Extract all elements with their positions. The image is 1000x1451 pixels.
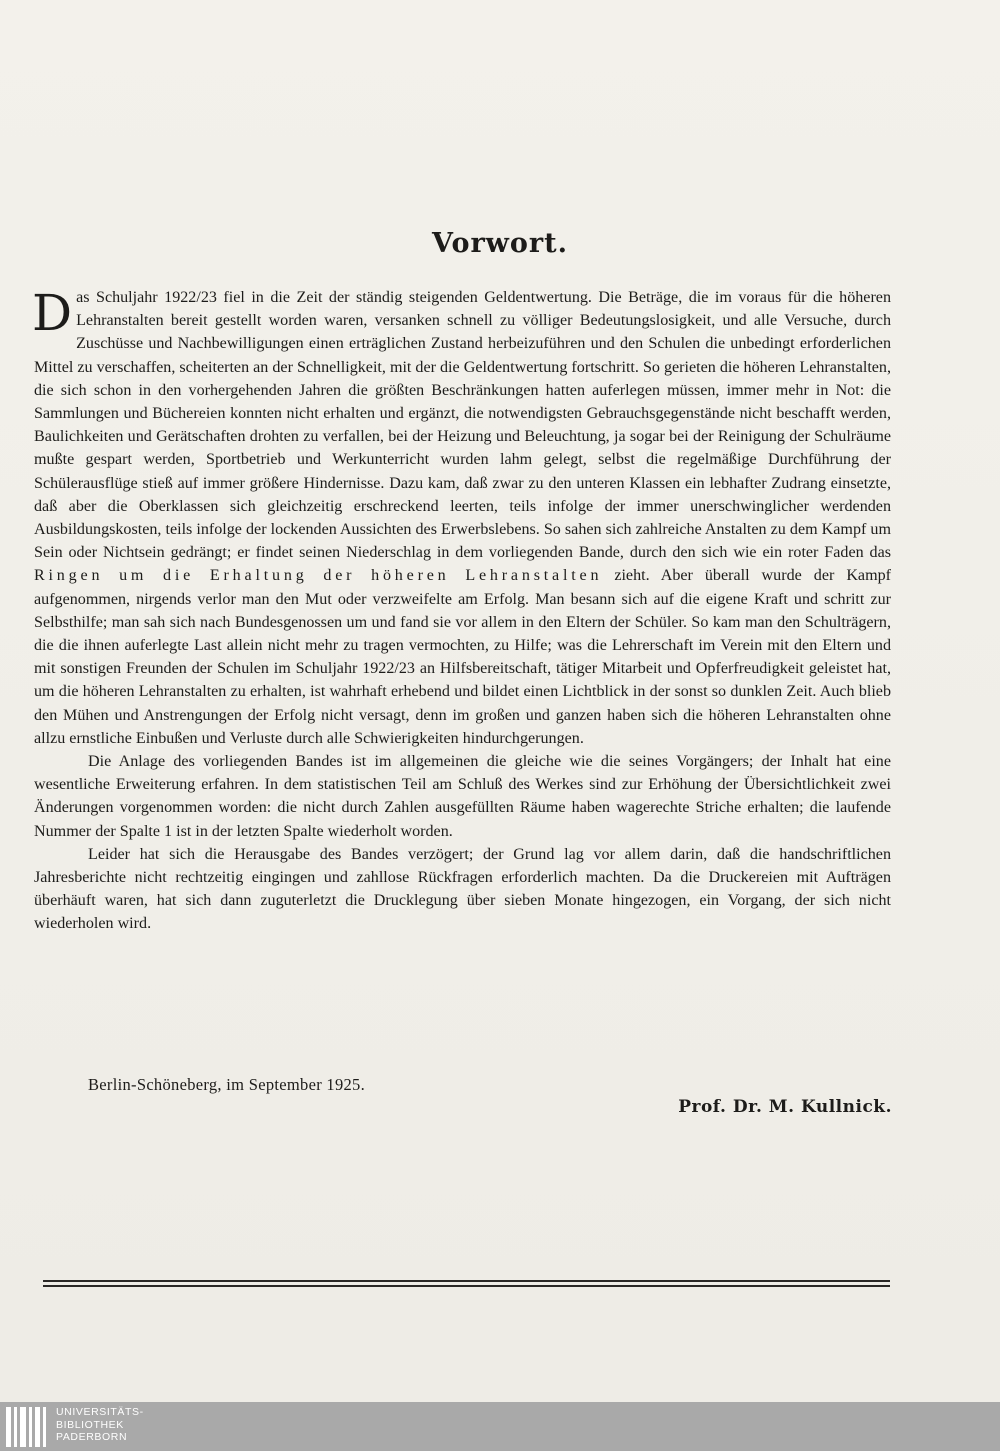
page-title: Vorwort. [431, 228, 569, 259]
paragraph-1-continuation: zieht. Aber überall wurde der Kampf aufgenommen, nirgends verlor man den Mut oder verzweifelte am Erfolg. Man besann sich auf die eigene Kraft und schritt zur Selbsthilfe; man sah sich nach Bundesgenossen um und fand sie vor allem in den Eltern der Schüler. So kam man den Schulträgern, die die ihnen auferlegte Last allein nicht mehr zu tragen vermochten, zu Hilfe; was die Lehrerschaft im Verein mit den Eltern und mit sonstigen Freunden der Schulen im Schuljahr 1922/23 an Hilfsbereitschaft, tätiger Mitarbeit und Opferfreudigkeit geleistet hat, um die höheren Lehranstalten zu erhalten, ist wahrhaft erhebend und bildet einen Lichtblick in der sonst so dunklen Zeit. Auch blieb den Mühen und Anstrengungen der Erfolg nicht versagt, denn im großen und ganzen haben sich die höheren Lehranstalten ohne allzu ernstliche Einbußen und Verluste durch alle Schwierigkeiten hindurchgerungen. [34, 567, 892, 747]
rule-line-bottom [43, 1285, 890, 1287]
emphasized-phrase: Ringen um die Erhaltung der höheren Lehranstalten [34, 567, 603, 585]
double-rule-divider [43, 1280, 890, 1288]
library-name-line-2: BIBLIOTHEK [56, 1418, 124, 1431]
paragraph-3: Leider hat sich die Herausgabe des Bandes verzögert; der Grund lag vor allem darin, daß die handschriftlichen Jahresberichte nicht rechtzeitig eingingen und zahllose Rückfragen erforderlich machten. Da die Druckereien mit Aufträgen überhäuft waren, hat sich dann zuguterletzt die Drucklegung über sieben Monate hingezogen, ein Vorgang, der sich nicht wiederholen wird. [34, 845, 891, 933]
library-logo-icon [6, 1406, 48, 1448]
library-name [56, 1406, 144, 1444]
paragraph-1 [34, 286, 891, 750]
drop-cap: D [32, 284, 73, 342]
place-date: Berlin-Schöneberg, im September 1925. [88, 1075, 366, 1094]
library-footer-bar [0, 1402, 1000, 1451]
paragraph-2: Die Anlage des vorliegenden Bandes ist im allgemeinen die gleiche wie die seines Vorgängers; der Inhalt hat eine wesentliche Erweiterung erfahren. In dem statistischen Teil am Schluß des Werkes sind zur Erhöhung der Übersichtlichkeit zwei Änderungen vorgenommen worden: die nicht durch Zahlen ausgefüllten Räume haben wagerechte Striche erhalten; die laufende Nummer der Spalte 1 ist in der letzten Spalte wiederholt worden. [34, 753, 891, 840]
rule-line-top [43, 1280, 890, 1282]
signature: Prof. Dr. M. Kullnick. [678, 1097, 892, 1117]
library-name-line-1: UNIVERSITÄTS- [56, 1406, 144, 1418]
library-name-line-3: PADERBORN [56, 1431, 128, 1444]
paragraph-1-text: as Schuljahr 1922/23 fiel in die Zeit der ständig steigenden Geldentwertung. Die Beträge, die im voraus für die höheren Lehranstalten bereit gestellt worden waren, versanken schnell zu völliger Bedeutungslosigkeit, und alle Versuche, durch Zuschüsse und Nachbewilligungen einen erträglichen Zustand herbeizuführen und den Schulen die unbedingt erforderlichen Mittel zu verschaffen, scheiterten an der Schnelligkeit, mit der die Geldentwertung fortschritt. So gerieten die höheren Lehranstalten, die sich schon in den vorhergehenden Jahren die größten Beschränkungen hatten auferlegen müssen, immer mehr in Not: die Sammlungen und Büchereien konnten nicht erhalten und ergänzt, die notwendigsten Gebrauchsgegenstände nicht beschafft werden, Baulichkeiten und Gerätschaften drohten zu verfallen, bei der Heizung und Beleuchtung, ja sogar bei der Reinigung der Schulräume mußte gespart werden, Sportbetrieb und Werkunterricht wurden lahm gelegt, selbst die regelmäßige Durchführung der Schülerausflüge stieß auf immer größere Hindernisse. Dazu kam, daß zwar zu den unteren Klassen ein lebhafter Zudrang einsetzte, daß aber die Oberklassen sich gleichzeitig erschreckend leerten, teils infolge der immer unerschwinglicher werdenden Ausbildungskosten, teils infolge der lockenden Aussichten des Erwerbslebens. So sahen sich zahlreiche Anstalten zu dem Kampf um Sein oder Nichtsein gedrängt; er findet seinen Niederschlag in dem vorliegenden Bande, durch den sich wie ein roter Faden das [34, 289, 891, 562]
body-text [34, 286, 891, 936]
